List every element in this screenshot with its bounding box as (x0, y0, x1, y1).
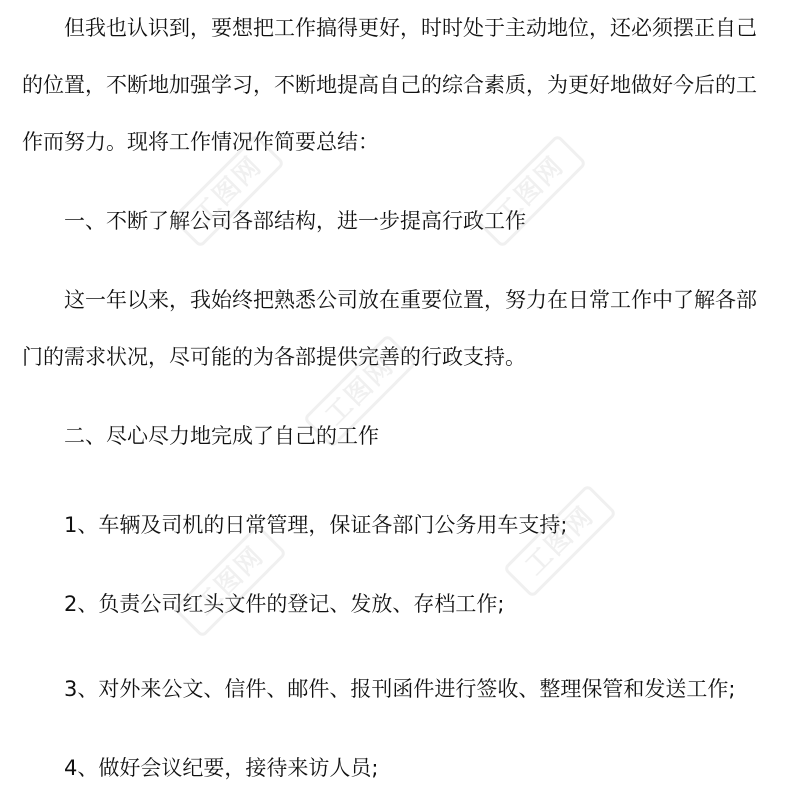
paragraph-line: 但我也认识到，要想把工作搞得更好，时时处于主动地位，还必须摆正自己 (64, 16, 757, 40)
paragraph-line: 门的需求状况，尽可能的为各部提供完善的行政支持。 (22, 345, 526, 369)
section-heading: 一、不断了解公司各部结构，进一步提高行政工作 (64, 209, 526, 233)
list-item: 1、车辆及司机的日常管理，保证各部门公务用车支持; (64, 513, 568, 537)
list-item: 3、对外来公文、信件、邮件、报刊函件进行签收、整理保管和发送工作; (64, 677, 736, 701)
watermark-logo: 工图网 (173, 524, 288, 639)
watermark-logo: 工图网 (473, 134, 588, 249)
list-item: 2、负责公司红头文件的登记、发放、存档工作; (64, 592, 505, 616)
paragraph-line: 作而努力。现将工作情况作简要总结： (22, 130, 379, 154)
paragraph-line: 这一年以来，我始终把熟悉公司放在重要位置，努力在日常工作中了解各部 (64, 288, 757, 312)
watermark-logo: 工图网 (303, 334, 418, 449)
section-heading: 二、尽心尽力地完成了自己的工作 (64, 424, 379, 448)
watermark-logo: 工图网 (171, 134, 286, 249)
paragraph-line: 的位置，不断地加强学习，不断地提高自己的综合素质，为更好地做好今后的工 (22, 73, 757, 97)
list-item: 4、做好会议纪要，接待来访人员; (64, 756, 379, 780)
watermark-logo: 工图网 (503, 484, 618, 599)
